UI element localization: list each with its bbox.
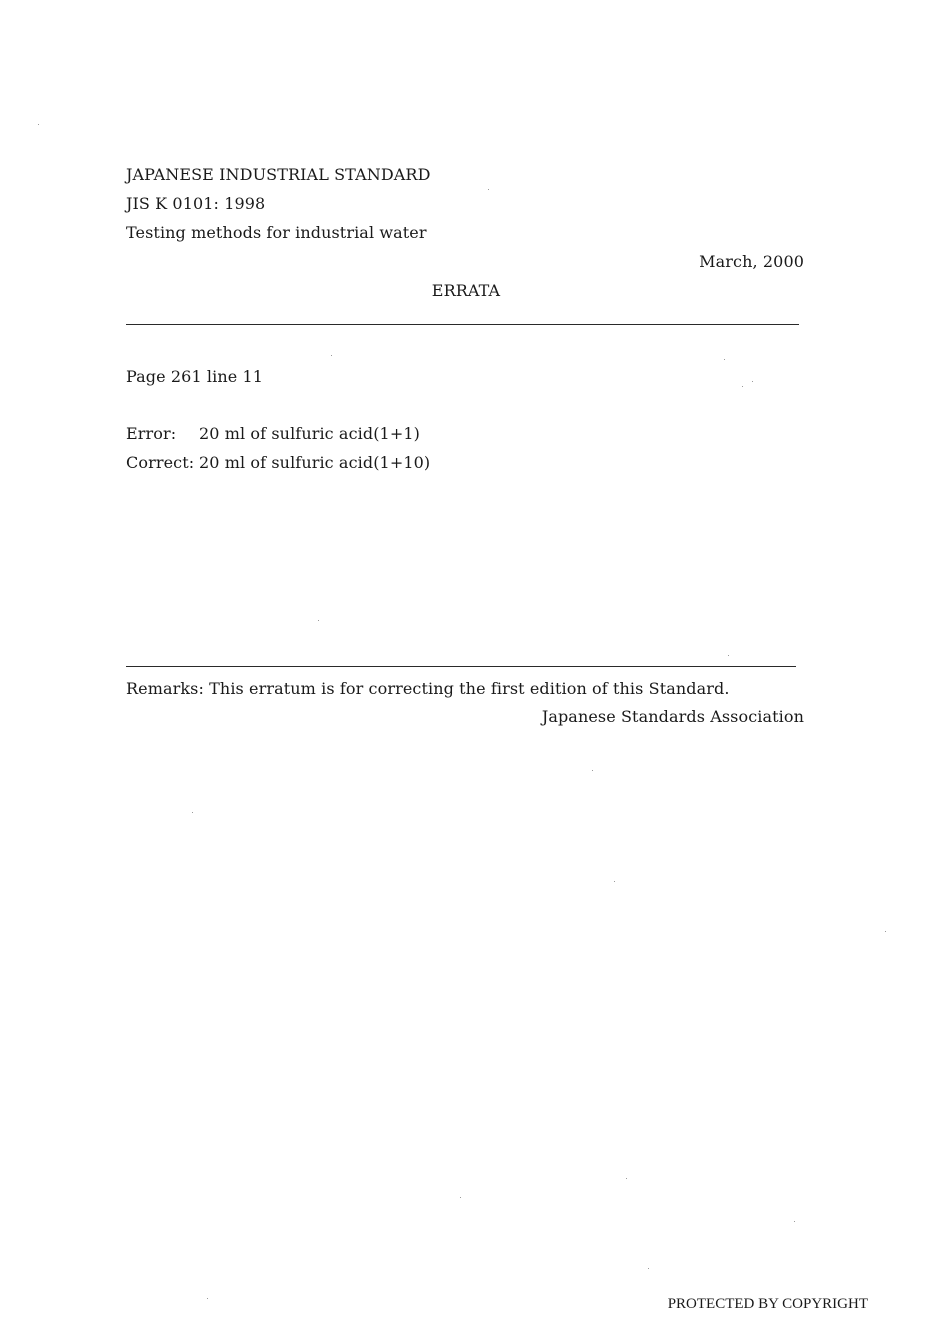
- correct-text: 20 ml of sulfuric acid(1+10): [199, 453, 431, 472]
- issuer-name: Japanese Standards Association: [541, 707, 804, 726]
- copyright-notice: PROTECTED BY COPYRIGHT: [667, 1296, 868, 1312]
- errata-date: March, 2000: [699, 252, 804, 271]
- scan-speck: [592, 770, 593, 771]
- errata-location: Page 261 line 11: [126, 367, 264, 386]
- scan-speck: [742, 386, 743, 387]
- scan-speck: [331, 355, 332, 356]
- standard-number: JIS K 0101: 1998: [126, 194, 266, 213]
- scan-speck: [38, 124, 39, 125]
- error-text: 20 ml of sulfuric acid(1+1): [199, 424, 420, 443]
- document-title: Testing methods for industrial water: [126, 223, 427, 242]
- scan-speck: [626, 1178, 627, 1179]
- error-label: Error:: [126, 424, 177, 443]
- scan-speck: [752, 381, 753, 382]
- remarks-text: Remarks: This erratum is for correcting the first edition of this Standard.: [126, 679, 730, 698]
- top-divider: [126, 324, 799, 325]
- scan-speck: [318, 620, 319, 621]
- scan-speck: [192, 812, 193, 813]
- scan-speck: [648, 1268, 649, 1269]
- scan-speck: [207, 1298, 208, 1299]
- scan-speck: [794, 1221, 795, 1222]
- scan-speck: [614, 881, 615, 882]
- scan-speck: [488, 189, 489, 190]
- scan-speck: [885, 931, 886, 932]
- scan-speck: [724, 359, 725, 360]
- bottom-divider: [126, 666, 796, 667]
- errata-heading: ERRATA: [431, 281, 501, 300]
- correct-label: Correct:: [126, 453, 195, 472]
- scan-speck: [460, 1197, 461, 1198]
- scan-speck: [728, 655, 729, 656]
- standard-type: JAPANESE INDUSTRIAL STANDARD: [126, 165, 431, 184]
